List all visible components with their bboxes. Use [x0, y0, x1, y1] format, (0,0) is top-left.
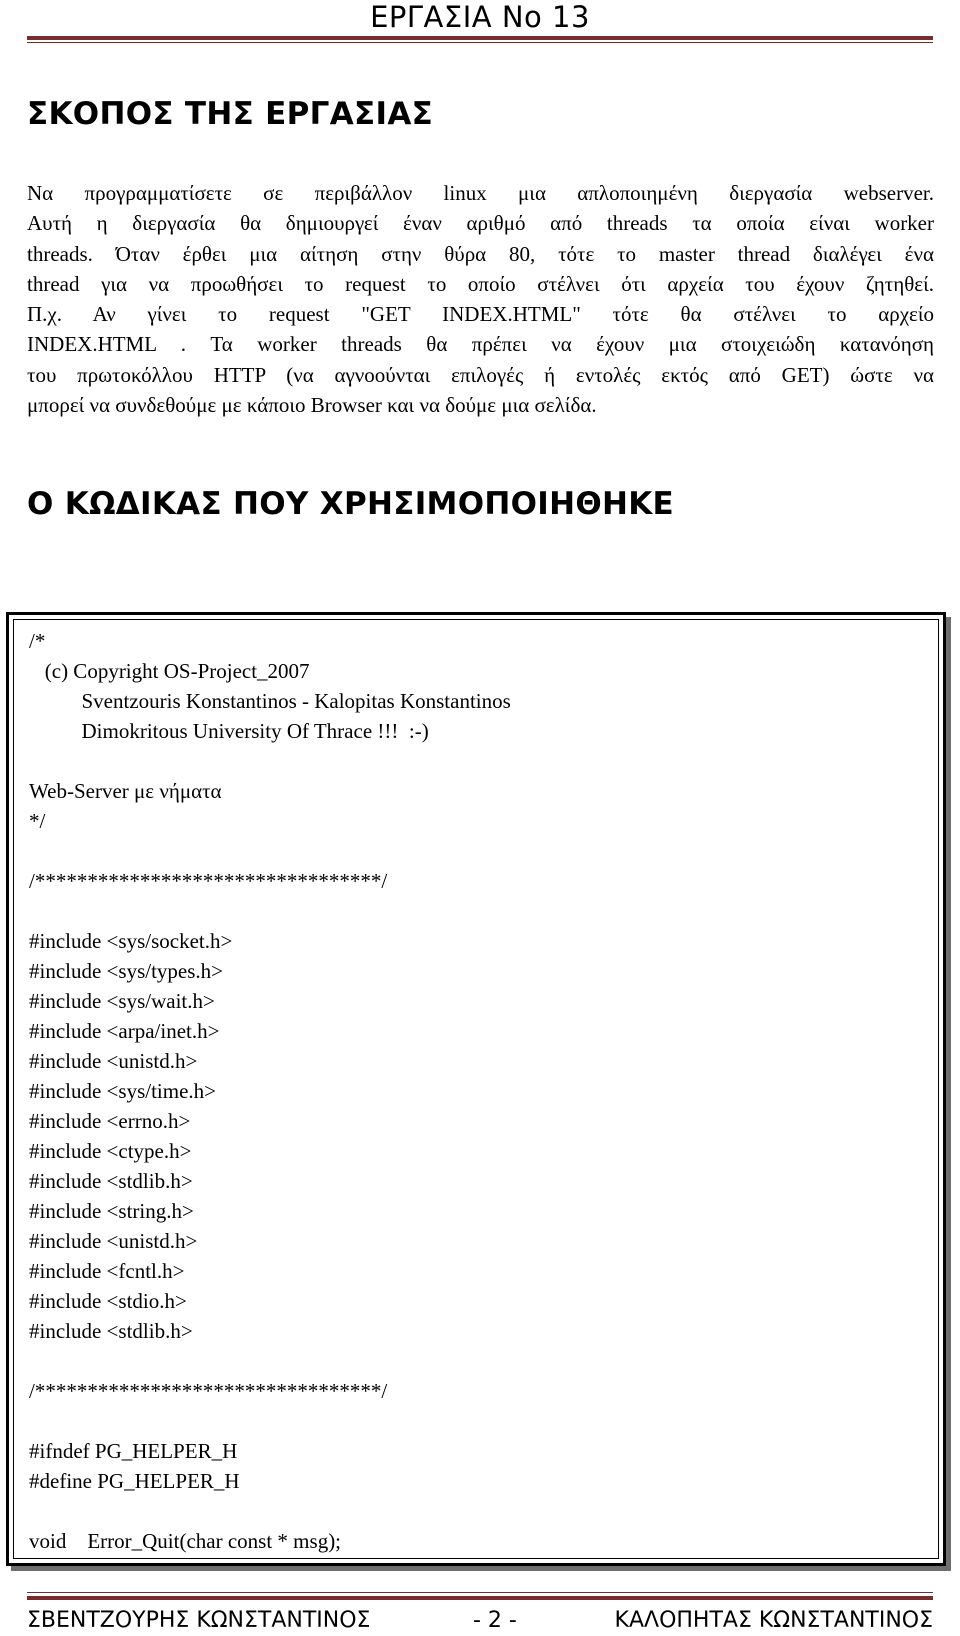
paragraph-line: thread για να προωθήσει το request το οποίο στέλνει ότι αρχεία του έχουν ζητηθεί. [27, 271, 934, 296]
code-line [29, 1496, 511, 1526]
code-line [29, 836, 511, 866]
footer-author-right: ΚΑΛΟΠΗΤΑΣ ΚΩΝΣΤΑΝΤΙΝΟΣ [614, 1608, 933, 1633]
paragraph-line: threads. Όταν έρθει μια αίτηση στην θύρα 80, τότε το master thread διαλέγει ένα [27, 241, 934, 266]
code-line: #include <stdlib.h> [29, 1169, 193, 1193]
code-line: #include <arpa/inet.h> [29, 1019, 220, 1043]
header-rule-thin [27, 42, 933, 43]
code-line [29, 1346, 511, 1376]
code-line: /*********************************/ [29, 1379, 388, 1403]
footer-rule-thick [27, 1596, 933, 1600]
code-line: #include <stdlib.h> [29, 1319, 193, 1343]
footer-page-number: - 2 - [473, 1608, 517, 1633]
code-listing [29, 626, 511, 1556]
code-line: /* [29, 629, 46, 653]
code-line: #include <sys/types.h> [29, 959, 224, 983]
section-heading-purpose: ΣΚΟΠΟΣ ΤΗΣ ΕΡΓΑΣΙΑΣ [27, 96, 434, 132]
code-line: #include <errno.h> [29, 1109, 191, 1133]
code-line: Web-Server με νήματα [29, 779, 222, 803]
footer-rule-thin [27, 1592, 933, 1593]
code-line: #include <sys/socket.h> [29, 929, 233, 953]
paragraph-line: του πρωτοκόλλου HTTP (να αγνοούνται επιλογές ή εντολές εκτός από GET) ώστε να [27, 362, 934, 387]
page-header-title: ΕΡΓΑΣΙΑ Νο 13 [370, 0, 590, 34]
code-line [29, 896, 511, 926]
code-line: (c) Copyright OS-Project_2007 [29, 659, 310, 683]
code-line: #include <sys/wait.h> [29, 989, 215, 1013]
code-line: #include <unistd.h> [29, 1229, 198, 1253]
code-line [29, 1406, 511, 1436]
code-line: Sventzouris Konstantinos - Kalopitas Konstantinos [29, 689, 511, 713]
paragraph-line: Να προγραμματίσετε σε περιβάλλον linux μια απλοποιημένη διεργασία webserver. [27, 181, 934, 205]
code-listing-box [6, 612, 946, 1566]
purpose-paragraph [27, 178, 934, 420]
code-line [29, 746, 511, 776]
code-line: #include <ctype.h> [29, 1139, 192, 1163]
paragraph-line: Π.χ. Αν γίνει το request "GET INDEX.HTML" τότε θα στέλνει το αρχείο [27, 302, 934, 327]
code-line: #include <stdio.h> [29, 1289, 187, 1313]
code-line: #include <sys/time.h> [29, 1079, 217, 1103]
footer-author-left: ΣΒΕΝΤΖΟΥΡΗΣ ΚΩΝΣΤΑΝΤΙΝΟΣ [27, 1608, 371, 1633]
code-line: void Error_Quit(char const * msg); [29, 1529, 342, 1553]
code-line: #define PG_HELPER_H [29, 1469, 240, 1493]
header-rule-thick [27, 36, 933, 40]
paragraph-line: μπορεί να συνδεθούμε με κάποιο Browser και να δούμε μια σελίδα. [27, 393, 597, 418]
code-line: #include <string.h> [29, 1199, 194, 1223]
page-footer [27, 1606, 933, 1636]
paragraph-line: INDEX.HTML . Τα worker threads θα πρέπει να έχουν μια στοιχειώδη κατανόηση [27, 332, 934, 357]
code-line: Dimokritous University Of Thrace !!! :-) [29, 719, 429, 743]
code-line: #include <unistd.h> [29, 1049, 198, 1073]
code-line: #include <fcntl.h> [29, 1259, 185, 1283]
paragraph-line: Αυτή η διεργασία θα δημιουργεί έναν αριθμό από threads τα οποία είναι worker [27, 211, 934, 236]
code-line: /*********************************/ [29, 869, 388, 893]
section-heading-code: Ο ΚΩΔΙΚΑΣ ΠΟΥ ΧΡΗΣΙΜΟΠΟΙΗΘΗΚΕ [27, 486, 675, 522]
code-line: */ [29, 809, 46, 833]
code-line: #ifndef PG_HELPER_H [29, 1439, 238, 1463]
